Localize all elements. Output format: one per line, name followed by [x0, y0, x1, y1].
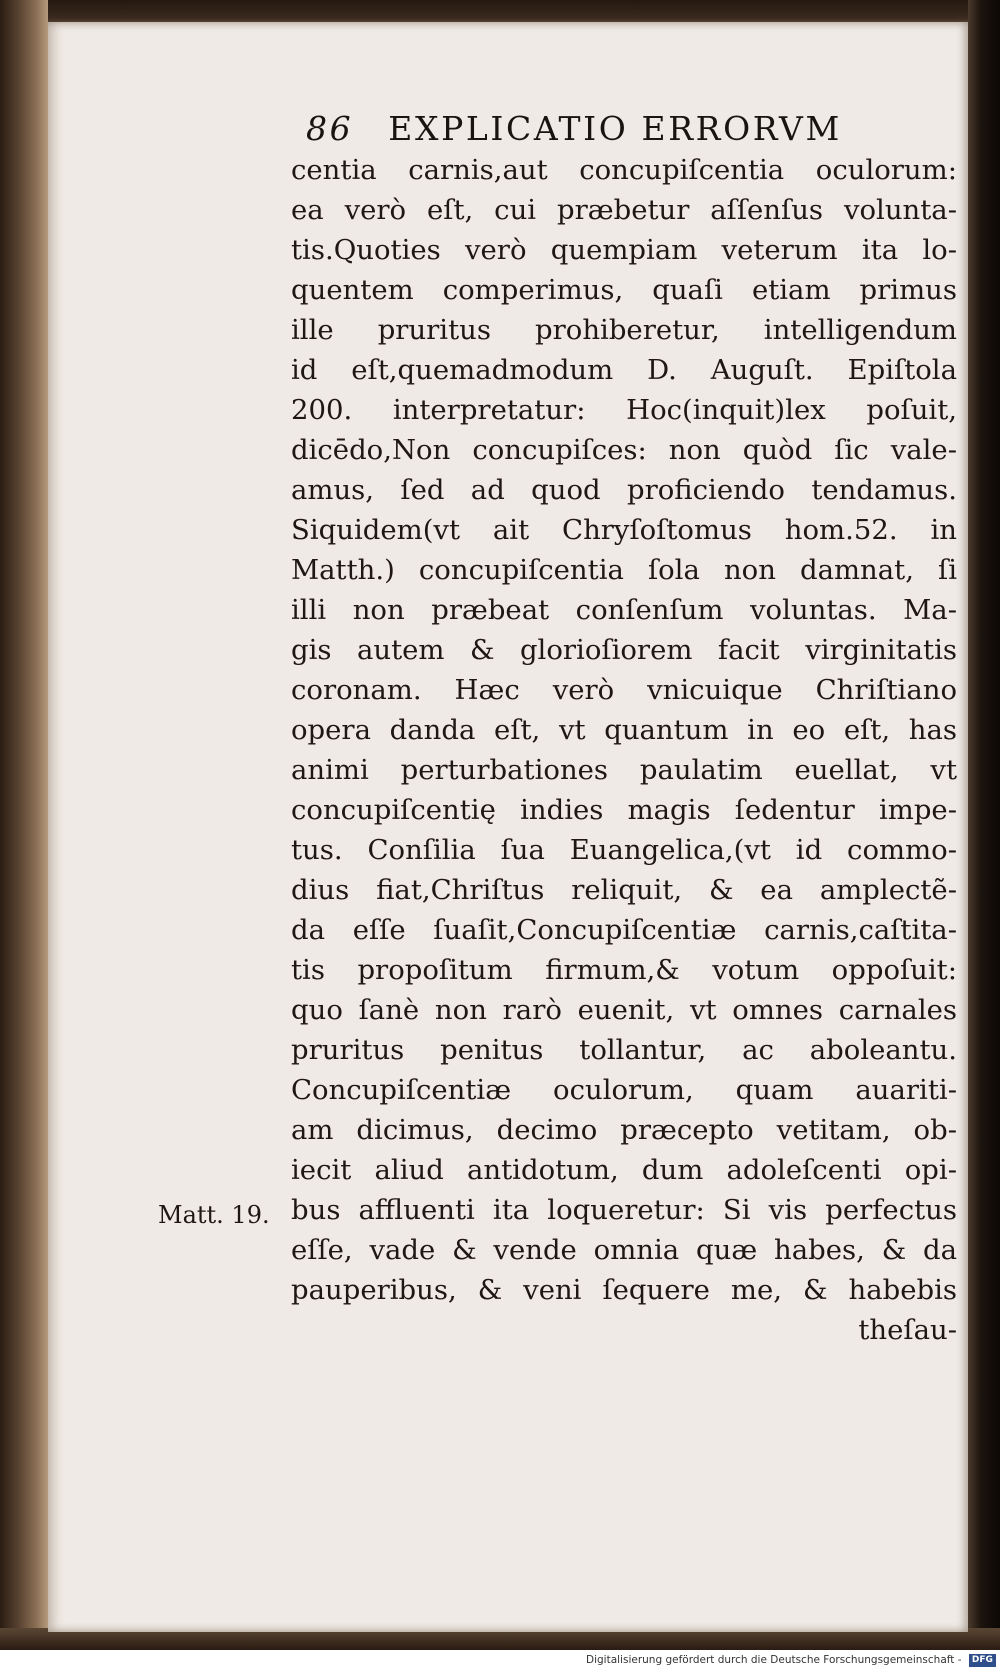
dfg-logo: DFG: [969, 1654, 996, 1667]
text-line: ille pruritus prohiberetur, intelligendum: [291, 314, 957, 346]
page-number: 86: [306, 109, 354, 148]
running-head: [306, 104, 916, 154]
margin-note: Matt. 19.: [158, 1201, 270, 1229]
text-line: ea verò eſt, cui præbetur aſſenſus volunta-: [291, 194, 957, 226]
digitization-credit: [586, 1650, 996, 1671]
text-line: da eſſe ſuaſit,Concupiſcentiæ carnis,caſtita-: [291, 914, 957, 946]
text-line: dicēdo,Non concupiſces: non quòd ſic vale-: [291, 434, 957, 466]
text-line: Matth.) concupiſcentia ſola non damnat, ſi: [291, 554, 957, 586]
running-head-title: EXPLICATIO ERRORVM: [388, 109, 842, 148]
text-line: 200. interpretatur: Hoc(inquit)lex poſuit,: [291, 394, 957, 426]
text-line: tis.Quoties verò quempiam veterum ita lo-: [291, 234, 957, 266]
text-line: coronam. Hæc verò vnicuique Chriſtiano: [291, 674, 957, 706]
text-line: centia carnis,aut concupiſcentia oculorum:: [291, 154, 957, 186]
text-line: concupiſcentię indies magis ſedentur impe-: [291, 794, 957, 826]
text-line: quentem comperimus, quaſi etiam primus: [291, 274, 957, 306]
book-binding-left: [0, 0, 48, 1650]
book-edge-right: [968, 0, 1000, 1650]
text-line: illi non præbeat conſenſum voluntas. Ma-: [291, 594, 957, 626]
text-line: Concupiſcentiæ oculorum, quam auariti-: [291, 1074, 957, 1106]
text-line: tus. Conſilia ſua Euangelica,(vt id commo-: [291, 834, 957, 866]
text-line: dius fiat,Chriſtus reliquit, & ea amplectẽ-: [291, 874, 957, 906]
text-line: pruritus penitus tollantur, ac aboleantu.: [291, 1034, 957, 1066]
text-line: opera danda eſt, vt quantum in eo eſt, has: [291, 714, 957, 746]
text-line: tis propoſitum firmum,& votum oppoſuit:: [291, 954, 957, 986]
text-line: gis autem & glorioſiorem facit virginitatis: [291, 634, 957, 666]
text-line: theſau-: [858, 1314, 957, 1346]
text-line: Siquidem(vt ait Chryſoſtomus hom.52. in: [291, 514, 957, 546]
text-line: id eſt,quemadmodum D. Auguſt. Epiſtola: [291, 354, 957, 386]
text-line: iecit aliud antidotum, dum adoleſcenti opi-: [291, 1154, 957, 1186]
credit-text: Digitalisierung gefördert durch die Deutsche Forschungsgemeinschaft -: [586, 1654, 962, 1666]
text-line: pauperibus, & veni ſequere me, & habebis: [291, 1274, 957, 1306]
text-line: animi perturbationes paulatim euellat, vt: [291, 754, 957, 786]
text-line: quo ſanè non rarò euenit, vt omnes carnales: [291, 994, 957, 1026]
body-text: [291, 150, 957, 1350]
text-line: bus affluenti ita loqueretur: Si vis perfectus: [291, 1194, 957, 1226]
text-line: am dicimus, decimo præcepto vetitam, ob-: [291, 1114, 957, 1146]
text-line: eſſe, vade & vende omnia quæ habes, & da: [291, 1234, 957, 1266]
text-line: amus, ſed ad quod proficiendo tendamus.: [291, 474, 957, 506]
